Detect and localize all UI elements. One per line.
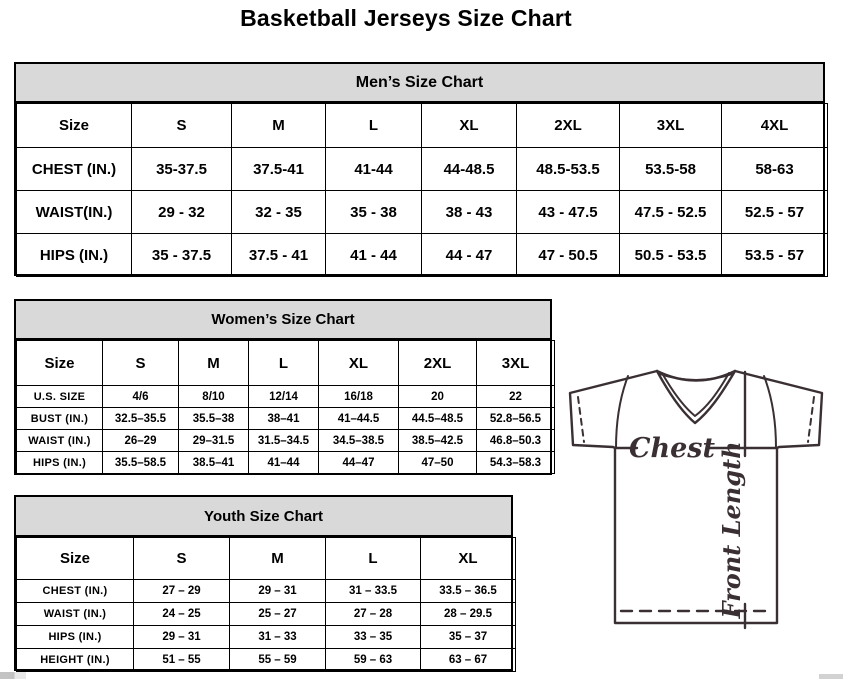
column-header-xl: XL	[319, 341, 399, 386]
size-cell: 46.8–50.3	[477, 430, 555, 452]
cuff-dashed-line-left	[578, 397, 584, 442]
table-row	[17, 430, 555, 452]
size-cell: 35-37.5	[132, 148, 232, 191]
jersey-measurement-diagram	[558, 362, 843, 662]
size-cell: 38.5–41	[179, 452, 249, 474]
mens-size-chart	[14, 62, 825, 276]
chest-label: Chest	[629, 433, 715, 464]
column-header-size: Size	[17, 538, 134, 580]
size-cell: 44-48.5	[422, 148, 517, 191]
table-row	[17, 191, 828, 234]
size-cell: 31.5–34.5	[249, 430, 319, 452]
youth-size-chart-caption: Youth Size Chart	[16, 497, 511, 537]
column-header-3xl: 3XL	[477, 341, 555, 386]
size-cell: 28 – 29.5	[421, 603, 516, 626]
womens-size-table	[16, 340, 555, 474]
size-cell: 27 – 28	[326, 603, 421, 626]
scrollbar-fragment-left[interactable]	[0, 672, 26, 679]
armhole-seam-right	[764, 376, 776, 448]
column-header-m: M	[232, 104, 326, 148]
column-header-s: S	[132, 104, 232, 148]
size-cell: 16/18	[319, 386, 399, 408]
size-cell: 47.5 - 52.5	[620, 191, 722, 234]
row-label: HIPS (IN.)	[17, 234, 132, 277]
size-cell: 33.5 – 36.5	[421, 580, 516, 603]
row-label: U.S. SIZE	[17, 386, 103, 408]
size-cell: 38–41	[249, 408, 319, 430]
size-cell: 63 – 67	[421, 649, 516, 672]
size-cell: 29 - 32	[132, 191, 232, 234]
page-title: Basketball Jerseys Size Chart	[240, 5, 572, 31]
table-row	[17, 649, 516, 672]
womens-size-chart	[14, 299, 552, 475]
size-cell: 51 – 55	[134, 649, 230, 672]
size-cell: 43 - 47.5	[517, 191, 620, 234]
row-label: BUST (IN.)	[17, 408, 103, 430]
size-cell: 38.5–42.5	[399, 430, 477, 452]
size-cell: 25 – 27	[230, 603, 326, 626]
column-header-s: S	[134, 538, 230, 580]
size-cell: 48.5-53.5	[517, 148, 620, 191]
table-row	[17, 603, 516, 626]
table-row	[17, 148, 828, 191]
size-cell: 44–47	[319, 452, 399, 474]
table-row	[17, 580, 516, 603]
column-header-l: L	[326, 104, 422, 148]
size-cell: 35.5–58.5	[103, 452, 179, 474]
table-row	[17, 234, 828, 277]
row-label: WAIST(IN.)	[17, 191, 132, 234]
size-cell: 4/6	[103, 386, 179, 408]
column-header-m: M	[230, 538, 326, 580]
scrollbar-fragment-right[interactable]	[819, 674, 843, 679]
row-label: HIPS (IN.)	[17, 626, 134, 649]
size-cell: 47 - 50.5	[517, 234, 620, 277]
row-label: HIPS (IN.)	[17, 452, 103, 474]
column-header-l: L	[326, 538, 421, 580]
row-label: WAIST (IN.)	[17, 430, 103, 452]
size-cell: 22	[477, 386, 555, 408]
column-header-size: Size	[17, 104, 132, 148]
size-cell: 50.5 - 53.5	[620, 234, 722, 277]
size-cell: 58-63	[722, 148, 828, 191]
size-cell: 47–50	[399, 452, 477, 474]
column-header-m: M	[179, 341, 249, 386]
size-cell: 31 – 33.5	[326, 580, 421, 603]
armhole-seam-left	[616, 376, 628, 448]
size-cell: 41–44.5	[319, 408, 399, 430]
size-cell: 52.8–56.5	[477, 408, 555, 430]
size-cell: 41–44	[249, 452, 319, 474]
size-cell: 27 – 29	[134, 580, 230, 603]
size-cell: 24 – 25	[134, 603, 230, 626]
size-cell: 20	[399, 386, 477, 408]
mens-size-table	[16, 103, 828, 277]
size-cell: 37.5-41	[232, 148, 326, 191]
column-header-s: S	[103, 341, 179, 386]
size-cell: 55 – 59	[230, 649, 326, 672]
size-cell: 29 – 31	[230, 580, 326, 603]
size-cell: 31 – 33	[230, 626, 326, 649]
size-cell: 41-44	[326, 148, 422, 191]
size-cell: 12/14	[249, 386, 319, 408]
column-header-3xl: 3XL	[620, 104, 722, 148]
size-cell: 44 - 47	[422, 234, 517, 277]
column-header-2xl: 2XL	[517, 104, 620, 148]
size-cell: 35.5–38	[179, 408, 249, 430]
size-cell: 33 – 35	[326, 626, 421, 649]
column-header-size: Size	[17, 341, 103, 386]
table-row	[17, 452, 555, 474]
size-cell: 41 - 44	[326, 234, 422, 277]
column-header-2xl: 2XL	[399, 341, 477, 386]
size-cell: 29 – 31	[134, 626, 230, 649]
size-cell: 29–31.5	[179, 430, 249, 452]
size-cell: 34.5–38.5	[319, 430, 399, 452]
row-label: CHEST (IN.)	[17, 580, 134, 603]
size-cell: 26–29	[103, 430, 179, 452]
row-label: HEIGHT (IN.)	[17, 649, 134, 672]
collar-back-arc-inner	[660, 374, 732, 380]
youth-size-table	[16, 537, 516, 672]
row-label: WAIST (IN.)	[17, 603, 134, 626]
size-cell: 53.5-58	[620, 148, 722, 191]
size-cell: 8/10	[179, 386, 249, 408]
table-row	[17, 626, 516, 649]
size-cell: 38 - 43	[422, 191, 517, 234]
row-label: CHEST (IN.)	[17, 148, 132, 191]
size-cell: 52.5 - 57	[722, 191, 828, 234]
jersey-outline	[570, 371, 822, 623]
size-cell: 32 - 35	[232, 191, 326, 234]
size-cell: 44.5–48.5	[399, 408, 477, 430]
table-row	[17, 386, 555, 408]
table-row	[17, 408, 555, 430]
size-cell: 32.5–35.5	[103, 408, 179, 430]
column-header-xl: XL	[422, 104, 517, 148]
size-cell: 35 - 38	[326, 191, 422, 234]
column-header-xl: XL	[421, 538, 516, 580]
youth-size-chart	[14, 495, 513, 671]
front-length-label: Front Length	[717, 441, 746, 619]
size-cell: 59 – 63	[326, 649, 421, 672]
size-cell: 54.3–58.3	[477, 452, 555, 474]
size-cell: 35 - 37.5	[132, 234, 232, 277]
size-cell: 37.5 - 41	[232, 234, 326, 277]
cuff-dashed-line-right	[808, 397, 814, 442]
mens-size-chart-caption: Men’s Size Chart	[16, 64, 823, 103]
size-cell: 53.5 - 57	[722, 234, 828, 277]
size-cell: 35 – 37	[421, 626, 516, 649]
column-header-l: L	[249, 341, 319, 386]
column-header-4xl: 4XL	[722, 104, 828, 148]
womens-size-chart-caption: Women’s Size Chart	[16, 301, 550, 340]
